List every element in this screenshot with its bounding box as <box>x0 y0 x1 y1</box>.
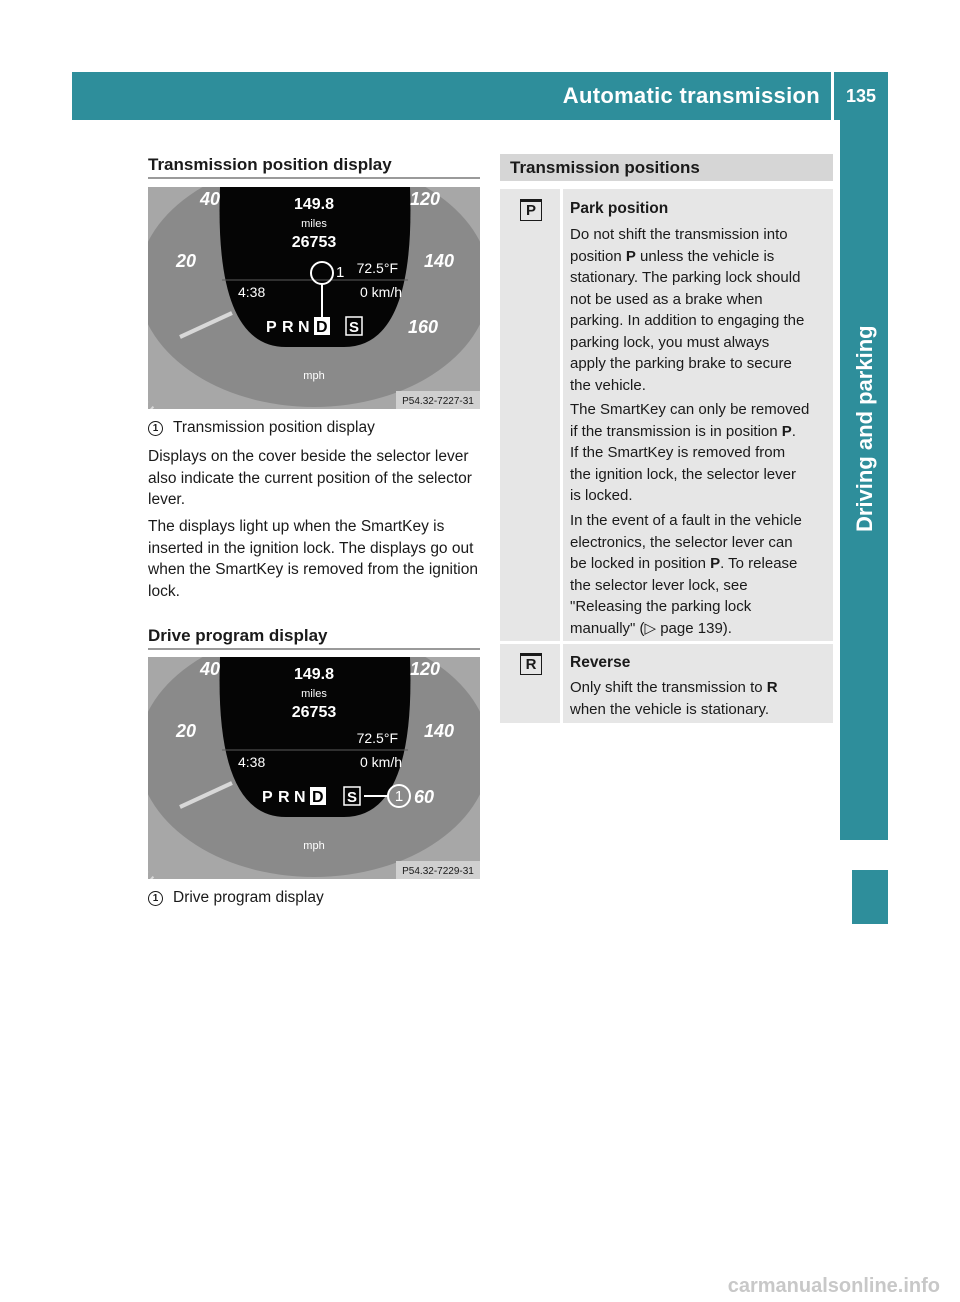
callout-marker-1: 1 <box>336 264 345 281</box>
section-heading-transmission-position: Transmission position display <box>148 155 392 174</box>
callout-number-icon: 1 <box>148 891 163 906</box>
section-heading-drive-program: Drive program display <box>148 626 328 645</box>
reverse-paragraph: Only shift the transmission to R when the vehicle is stationary. <box>570 679 778 718</box>
instrument-cluster-figure-1 <box>148 187 480 409</box>
chapter-marker-block <box>852 870 888 924</box>
speed-readout: 0 km/h <box>359 284 402 300</box>
drive-program-s: S <box>349 319 360 336</box>
park-key-icon: P <box>520 199 542 221</box>
park-paragraph-3: In the event of a fault in the vehicle electronics, the selector lever can be locked in position P. To release the selector lever lock, see "Releasing the parking lock manually" (▷ page 139). <box>570 512 802 637</box>
odometer: 26753 <box>291 234 337 251</box>
distance-unit: miles <box>301 218 327 230</box>
speed-mark: 140 <box>424 721 455 741</box>
gear-r: R <box>278 789 290 806</box>
speed-readout: 0 km/h <box>359 754 402 770</box>
gear-p: P <box>266 319 277 336</box>
callout-marker-1: 1 <box>394 788 404 805</box>
park-paragraph-1: Do not shift the transmission into position P unless the vehicle is stationary. The parking lock should not be used as a brake when parking. In addition to engaging the parking lock, you must always apply the parking brake to secure the vehicle. <box>570 226 805 394</box>
gear-n: N <box>294 789 306 806</box>
speed-mark: 20 <box>176 721 197 741</box>
chapter-label: Driving and parking <box>852 325 877 532</box>
speed-mark: 120 <box>410 659 441 679</box>
speed-mark: 40 <box>200 189 221 209</box>
table-heading: Transmission positions <box>510 158 700 177</box>
gear-d-selected: D <box>316 319 328 336</box>
trip-distance: 149.8 <box>293 666 335 683</box>
clock: 4:38 <box>238 754 266 770</box>
mph-label: mph <box>303 370 325 382</box>
distance-unit: miles <box>301 688 327 700</box>
speed-mark: 160 <box>408 317 439 337</box>
gear-n: N <box>298 319 310 336</box>
mph-label: mph <box>303 840 325 852</box>
outside-temperature: 72.5°F <box>356 260 398 276</box>
speed-mark: 140 <box>424 251 455 271</box>
callout-number-icon: 1 <box>148 421 163 436</box>
drive-program-s: S <box>347 789 358 806</box>
instrument-cluster-figure-2 <box>148 657 480 879</box>
odometer: 26753 <box>291 704 337 721</box>
page-number: 135 <box>845 86 877 106</box>
park-paragraph-2: The SmartKey can only be removed if the transmission is in position P. If the SmartKey is removed from the ignition lock, the selector lever is locked. <box>570 401 810 504</box>
callout-drive-program: 1 Drive program display <box>148 887 324 909</box>
reverse-key-icon: R <box>520 653 542 675</box>
outside-temperature: 72.5°F <box>356 730 398 746</box>
paragraph-displays-light: The displays light up when the SmartKey is inserted in the ignition lock. The displays go out when the SmartKey is removed from the ignition lock. <box>148 518 478 600</box>
heading-rule <box>148 177 480 179</box>
footer-watermark: carmanualsonline.info <box>727 1275 940 1297</box>
figure-ref-code: P54.32-7229-31 <box>402 866 474 877</box>
reverse-title: Reverse <box>570 654 631 671</box>
trip-distance: 149.8 <box>293 196 335 213</box>
speed-mark: 20 <box>176 251 197 271</box>
speed-mark: 120 <box>410 189 441 209</box>
clock: 4:38 <box>238 284 266 300</box>
table-row-park-key-cell <box>500 189 560 641</box>
paragraph-cover-displays: Displays on the cover beside the selector lever also indicate the current position of the selector lever. <box>148 448 472 508</box>
speed-mark: 40 <box>200 659 221 679</box>
page-title: Automatic transmission <box>562 83 820 108</box>
callout-transmission-position: 1 Transmission position display <box>148 417 375 439</box>
figure-ref-code: P54.32-7227-31 <box>402 396 474 407</box>
speed-mark: 60 <box>414 787 435 807</box>
park-title: Park position <box>570 200 669 217</box>
gear-r: R <box>282 319 294 336</box>
gear-d-selected: D <box>312 789 324 806</box>
gear-p: P <box>262 789 273 806</box>
heading-rule <box>148 648 480 650</box>
